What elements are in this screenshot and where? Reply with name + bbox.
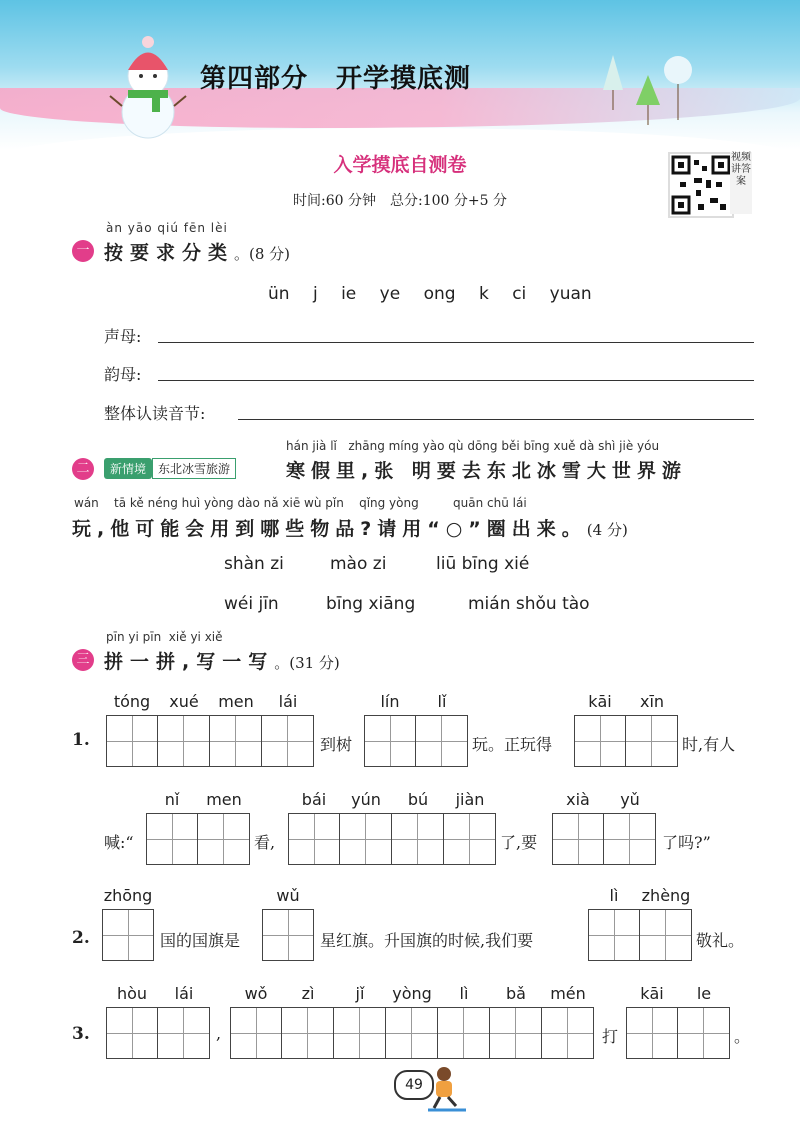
- pinyin-label: zhèng: [641, 886, 691, 905]
- pinyin-label: xià: [566, 790, 590, 809]
- pinyin-label: kāi: [588, 692, 612, 711]
- writing-box[interactable]: [288, 813, 340, 865]
- qr-code-icon[interactable]: [668, 152, 734, 218]
- writing-box[interactable]: [334, 1007, 386, 1059]
- pinyin-label: lì: [609, 886, 619, 905]
- word-option[interactable]: liū bīng xié: [436, 554, 530, 574]
- pinyin-label: xīn: [639, 692, 665, 711]
- shengmu-answer-line[interactable]: [158, 342, 754, 343]
- writing-box[interactable]: [626, 1007, 678, 1059]
- sentence-number: 2.: [72, 928, 90, 948]
- sentence-text: 星红旗。升国旗的时候,我们要: [320, 931, 534, 950]
- word-option[interactable]: shàn zi: [224, 554, 284, 574]
- skater-icon: [426, 1064, 476, 1114]
- pinyin-label: lái: [174, 984, 194, 1003]
- word-option[interactable]: wéi jīn: [224, 594, 279, 614]
- sentence-text: 看,: [254, 833, 276, 852]
- q1-letters: ün j ie ye ong k ci yuan: [268, 284, 592, 304]
- pinyin-group: [574, 692, 678, 767]
- q2-line-2: 玩,他可能会用到哪些物品?请用“○”圈出来。(4 分): [72, 518, 628, 540]
- writing-box[interactable]: [626, 715, 678, 767]
- writing-box[interactable]: [588, 909, 640, 961]
- pinyin-label: wǒ: [244, 984, 268, 1003]
- pinyin-group: [230, 984, 594, 1059]
- writing-box[interactable]: [106, 715, 158, 767]
- sentence-text: 玩。正玩得: [472, 735, 553, 754]
- pinyin-group: [364, 692, 468, 767]
- snowman-icon: [108, 30, 188, 140]
- q2-tags: [104, 458, 236, 479]
- pinyin-label: tóng: [113, 692, 151, 711]
- scene-name-tag: 东北冰雪旅游: [152, 458, 236, 479]
- q3-title: 拼一拼,写一写。(31 分): [104, 651, 340, 673]
- yunmu-answer-line[interactable]: [158, 380, 754, 381]
- word-option[interactable]: bīng xiāng: [326, 594, 416, 614]
- pinyin-group: [588, 886, 692, 961]
- q2-pinyin-1: hán jià lǐ zhāng míng yào qù dōng běi bīng xuě dà shì jiè yóu: [286, 439, 660, 453]
- writing-box[interactable]: [158, 715, 210, 767]
- pinyin-label: lín: [380, 692, 400, 711]
- q3-number: 三: [72, 649, 94, 671]
- pinyin-group: [106, 692, 314, 767]
- pinyin-group: [288, 790, 496, 865]
- sentence-text: 喊:“: [104, 833, 134, 852]
- page-title: 入学摸底自测卷: [333, 154, 467, 176]
- writing-box[interactable]: [490, 1007, 542, 1059]
- writing-box[interactable]: [438, 1007, 490, 1059]
- writing-box[interactable]: [102, 909, 154, 961]
- pinyin-label: zhōng: [103, 886, 153, 905]
- writing-box[interactable]: [262, 715, 314, 767]
- pinyin-label: yòng: [392, 984, 432, 1003]
- page-number: 49: [394, 1070, 434, 1100]
- time-score: 时间:60 分钟 总分:100 分+5 分: [293, 193, 507, 209]
- pinyin-label: zì: [301, 984, 315, 1003]
- pinyin-label: mén: [550, 984, 586, 1003]
- writing-box[interactable]: [340, 813, 392, 865]
- zhengti-answer-line[interactable]: [238, 419, 754, 420]
- writing-box[interactable]: [416, 715, 468, 767]
- sentence-number: 3.: [72, 1024, 90, 1044]
- q3-pinyin: pīn yi pīn xiě yi xiě: [106, 630, 223, 644]
- pinyin-group: [262, 886, 314, 961]
- q1-pinyin: àn yāo qiú fēn lèi: [106, 221, 228, 235]
- pinyin-label: men: [218, 692, 254, 711]
- trees-icon: [598, 50, 698, 130]
- pinyin-label: kāi: [640, 984, 664, 1003]
- writing-box[interactable]: [198, 813, 250, 865]
- section-title: 第四部分 开学摸底测: [200, 64, 472, 94]
- pinyin-label: jǐ: [355, 984, 365, 1003]
- pinyin-label: jiàn: [455, 790, 485, 809]
- zhengti-label: 整体认读音节:: [104, 404, 206, 423]
- pinyin-label: lái: [278, 692, 298, 711]
- pinyin-label: men: [206, 790, 242, 809]
- sentence-text: 了,要: [500, 833, 538, 852]
- sentence-text: 打: [602, 1027, 619, 1046]
- writing-box[interactable]: [640, 909, 692, 961]
- pinyin-group: [102, 886, 154, 961]
- yunmu-label: 韵母:: [104, 365, 142, 384]
- writing-box[interactable]: [262, 909, 314, 961]
- sentence-text: ,: [216, 1024, 222, 1043]
- pinyin-group: [552, 790, 656, 865]
- writing-box[interactable]: [444, 813, 496, 865]
- writing-box[interactable]: [386, 1007, 438, 1059]
- shengmu-label: 声母:: [104, 327, 142, 346]
- pinyin-label: lǐ: [437, 692, 447, 711]
- writing-box[interactable]: [158, 1007, 210, 1059]
- q2-number: 二: [72, 458, 94, 480]
- q2-pinyin-2: wán tā kě néng huì yòng dào nǎ xiē wù pǐn qǐng yòng quān chū lái: [74, 496, 527, 510]
- new-scene-tag: 新情境: [104, 458, 152, 479]
- pinyin-label: bú: [407, 790, 429, 809]
- pinyin-label: xué: [169, 692, 199, 711]
- sentence-text: 。: [734, 1027, 751, 1046]
- writing-box[interactable]: [604, 813, 656, 865]
- writing-box[interactable]: [146, 813, 198, 865]
- writing-box[interactable]: [392, 813, 444, 865]
- sentence-text: 敬礼。: [696, 931, 745, 950]
- pinyin-label: bái: [301, 790, 327, 809]
- q1-title: 按要求分类。(8 分): [104, 242, 291, 264]
- pinyin-group: [626, 984, 730, 1059]
- pinyin-group: [106, 984, 210, 1059]
- pinyin-label: wǔ: [276, 886, 300, 905]
- pinyin-label: nǐ: [164, 790, 180, 809]
- writing-box[interactable]: [282, 1007, 334, 1059]
- writing-box[interactable]: [230, 1007, 282, 1059]
- pinyin-label: yún: [351, 790, 381, 809]
- sentence-text: 国的国旗是: [160, 931, 241, 950]
- word-option[interactable]: mián shǒu tào: [468, 594, 590, 614]
- sentence-text: 到树: [320, 735, 353, 754]
- sentence-text: 时,有人: [682, 735, 736, 754]
- pinyin-label: lì: [459, 984, 469, 1003]
- writing-box[interactable]: [106, 1007, 158, 1059]
- writing-box[interactable]: [552, 813, 604, 865]
- q2-line-1: 寒假里,张 明要去东北冰雪大世界游: [286, 460, 687, 482]
- sentence-number: 1.: [72, 730, 90, 750]
- writing-box[interactable]: [210, 715, 262, 767]
- pinyin-group: [146, 790, 250, 865]
- pinyin-label: hòu: [116, 984, 148, 1003]
- pinyin-label: yǔ: [620, 790, 640, 809]
- writing-box[interactable]: [364, 715, 416, 767]
- qr-label: 视频讲答案: [730, 152, 752, 214]
- sentence-text: 了吗?”: [662, 833, 711, 852]
- word-option[interactable]: mào zi: [330, 554, 387, 574]
- q1-number: 一: [72, 240, 94, 262]
- writing-box[interactable]: [678, 1007, 730, 1059]
- pinyin-label: le: [696, 984, 712, 1003]
- pinyin-label: bǎ: [506, 984, 526, 1003]
- writing-box[interactable]: [574, 715, 626, 767]
- writing-box[interactable]: [542, 1007, 594, 1059]
